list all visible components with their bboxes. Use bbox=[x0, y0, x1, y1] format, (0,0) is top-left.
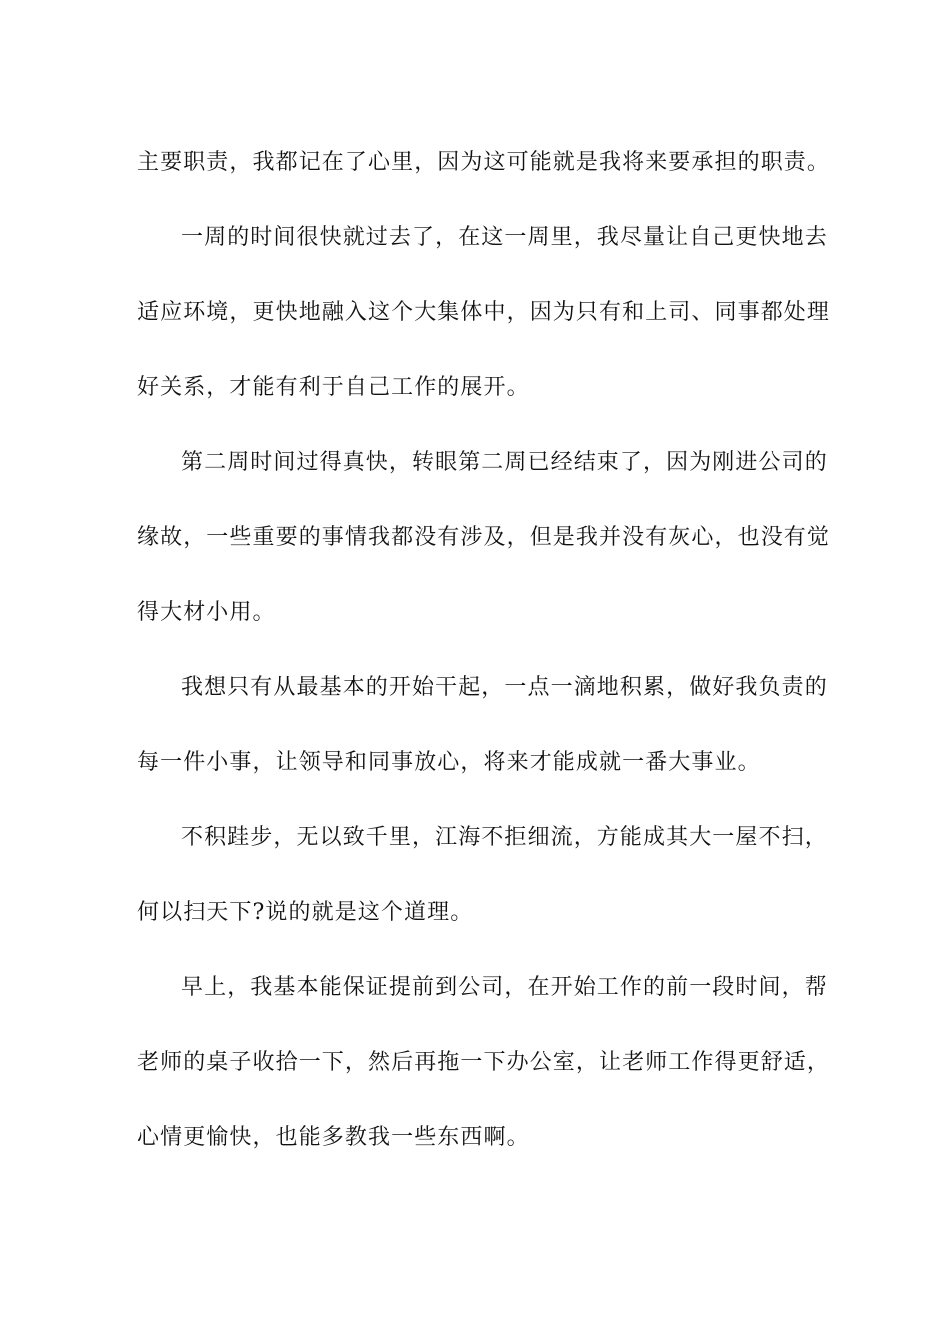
paragraph-first-line: 第二周时间过得真快，转眼第二周已经结束了，因为刚进公司的 bbox=[181, 450, 828, 475]
paragraph-first-line: 一周的时间很快就过去了，在这一周里，我尽量让自己更快地去 bbox=[181, 225, 828, 250]
text-line: 何以扫天下?说的就是这个道理。 bbox=[137, 900, 474, 925]
text-line: 每一件小事，让领导和同事放心，将来才能成就一番大事业。 bbox=[137, 750, 761, 775]
text-line: 心情更愉快，也能多教我一些东西啊。 bbox=[137, 1125, 530, 1150]
paragraph-first-line: 早上，我基本能保证提前到公司，在开始工作的前一段时间，帮 bbox=[181, 975, 828, 1000]
text-line: 适应环境，更快地融入这个大集体中，因为只有和上司、同事都处理 bbox=[137, 300, 831, 325]
text-line: 得大材小用。 bbox=[137, 600, 276, 625]
paragraph-first-line: 我想只有从最基本的开始干起，一点一滴地积累，做好我负责的 bbox=[181, 675, 828, 700]
text-line: 缘故，一些重要的事情我都没有涉及，但是我并没有灰心，也没有觉 bbox=[137, 525, 831, 550]
text-line: 主要职责，我都记在了心里，因为这可能就是我将来要承担的职责。 bbox=[137, 150, 831, 175]
text-line: 好关系，才能有利于自己工作的展开。 bbox=[137, 375, 530, 400]
text-line: 老师的桌子收拾一下，然后再拖一下办公室，让老师工作得更舒适， bbox=[137, 1050, 831, 1075]
paragraph-first-line: 不积跬步，无以致千里，江海不拒细流，方能成其大一屋不扫， bbox=[181, 825, 828, 850]
